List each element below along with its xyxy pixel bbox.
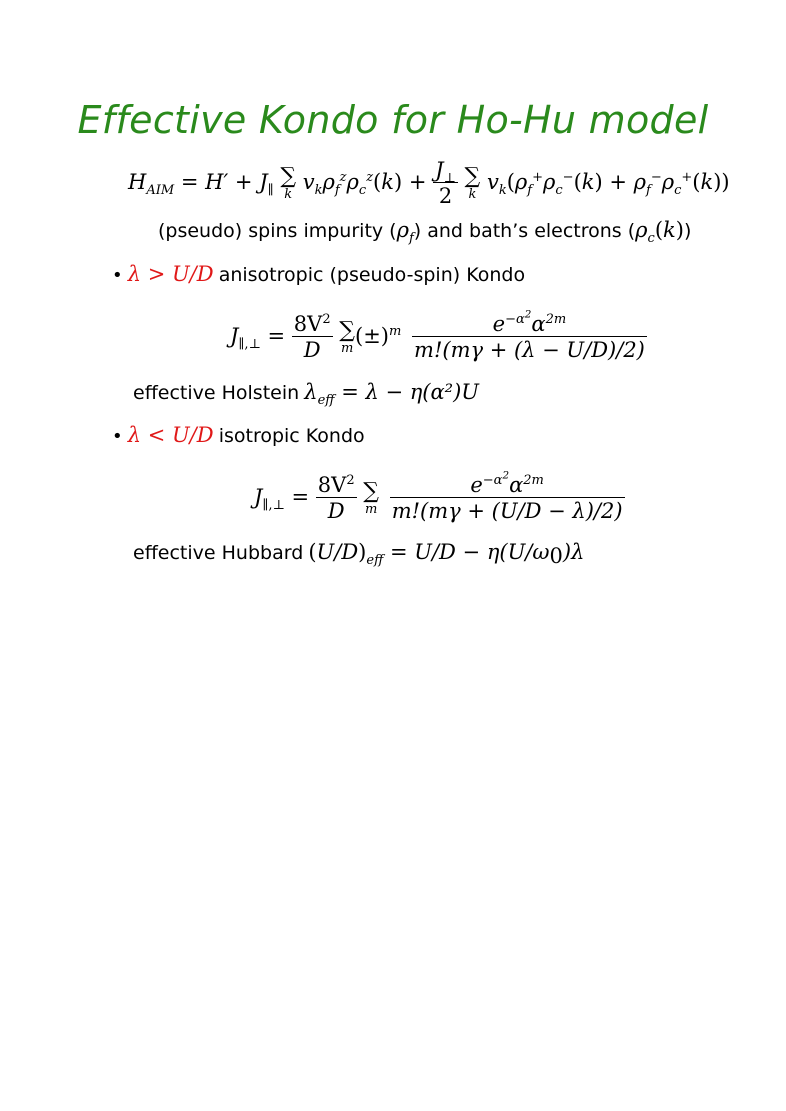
jpar-subscript: ∥ xyxy=(267,183,274,199)
sum-m-2: ∑ m xyxy=(363,478,380,517)
coupling-fraction-1: $\frac{8V^2}{D}$ xyxy=(293,312,331,362)
term1: $v_k\rho_f^z\rho_c^z(k)$ xyxy=(302,170,403,199)
holstein-note: effective Holstein $\lambda_{eff} = \lambda - \eta(\alpha^2)U$ xyxy=(133,380,479,409)
description-line: (pseudo) spins impurity $(\rho_f)$ and bath’s electrons $(\rho_c(k))$ xyxy=(158,218,692,247)
bullet-2-text: isotropic Kondo xyxy=(218,425,365,447)
hubbard-note: effective Hubbard $(U/D)_{eff} = U/D - \eta(U/\omega_0)\lambda$ xyxy=(133,540,585,569)
series-fraction-2: $\frac{e^{-\alpha^2}\alpha^{2m}}{m!(m\gamma + (U/D - \lambda)/2)}$ xyxy=(391,469,623,523)
h-subscript: AIM xyxy=(146,183,175,199)
bullet-1 xyxy=(112,262,525,286)
bullet-1-text: anisotropic (pseudo-spin) Kondo xyxy=(218,264,526,286)
sum-operator: ∑ k xyxy=(280,163,297,202)
h-equals: = H′ + J xyxy=(180,170,268,194)
sum-operator-2: ∑ k xyxy=(464,163,481,202)
series-fraction-1: $\frac{e^{-\alpha^2}\alpha^{2m}}{m!(m\gamma + (\lambda - U/D)/2)}$ xyxy=(414,308,645,362)
bullet-2 xyxy=(112,423,365,447)
term2: $v_k(\rho_f^+\rho_c^-(k) + \rho_f^-\rho_c^+(k))$ xyxy=(486,170,730,199)
formula-2: $J_{\parallel,\perp}$ = $\frac{8V^2}{D}$ ∑ m $\frac{e^{-\alpha^2}\alpha^{2m}}{m!(m\gamma + (U/D - \lambda)/2)}$ xyxy=(254,469,623,523)
rho-f: $\rho_f$ xyxy=(396,218,414,247)
bullet-marker: • xyxy=(112,265,123,286)
bullet-marker-2: • xyxy=(112,426,123,447)
sum-m-1: ∑ m xyxy=(339,317,356,356)
condition-1: λ > U/D xyxy=(127,262,214,286)
condition-2: λ < U/D xyxy=(127,423,214,447)
coupling-fraction-2: $\frac{8V^2}{D}$ xyxy=(317,473,355,523)
jperp-fraction: $\frac{J_\perp}{2}$ xyxy=(435,158,456,208)
hamiltonian-equation xyxy=(128,158,730,208)
formula-1: $J_{\parallel,\perp}$ = $\frac{8V^2}{D}$ ∑ m $(\pm)^m$ $\frac{e^{-\alpha^2}\alpha^{2m}}{m!(m\gamma + (\lambda - U/D)/2)}$ xyxy=(230,308,645,362)
h-symbol: H xyxy=(128,170,147,194)
plus-sign: + xyxy=(408,170,427,194)
slide-title: Effective Kondo for Ho-Hu model xyxy=(77,98,709,142)
rho-c: $\rho_c(k)$ xyxy=(635,218,684,247)
